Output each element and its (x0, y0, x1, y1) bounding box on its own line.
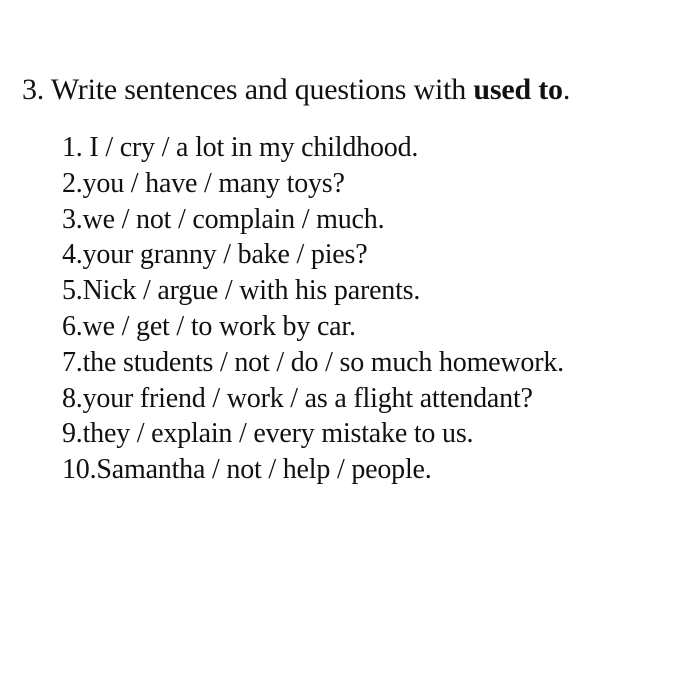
exercise-title (22, 72, 570, 108)
exercise-item: 1. I / cry / a lot in my childhood. (62, 132, 419, 163)
exercise-item: 7.the students / not / do / so much homework. (62, 346, 564, 378)
exercise-item: 3.we / not / complain / much. (62, 203, 385, 235)
exercise-item: 4.your granny / bake / pies? (62, 239, 368, 271)
title-suffix: . (562, 73, 571, 106)
title-bold-phrase: used to (473, 73, 563, 106)
exercise-item: 8.your friend / work / as a flight attendant? (62, 382, 533, 414)
exercise-item: 9.they / explain / every mistake to us. (62, 418, 474, 450)
title-prefix: 3. Write sentences and questions with (22, 73, 474, 106)
exercise-item: 2.you / have / many toys? (62, 167, 345, 199)
exercise-list (62, 130, 564, 488)
exercise-item: 5.Nick / argue / with his parents. (62, 275, 421, 307)
exercise-item: 6.we / get / to work by car. (62, 310, 356, 342)
exercise-item: 10.Samantha / not / help / people. (62, 454, 432, 486)
